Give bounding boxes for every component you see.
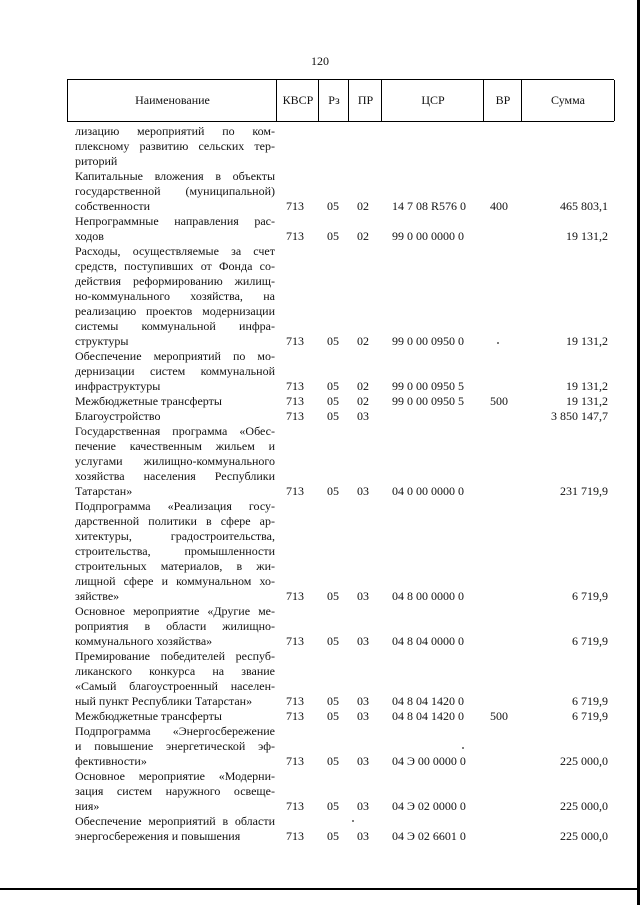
table-header: [67, 79, 614, 122]
row-name-line: хитектуры, градостроительства,: [75, 529, 275, 543]
row-name-line: коммунального хозяйства»: [75, 634, 213, 648]
row-pr: 02: [357, 199, 369, 213]
row-name-line: Подпрограмма «Реализация госу-: [75, 499, 275, 513]
row-name-line: Межбюджетные трансферты: [75, 394, 222, 408]
row-rz: 05: [327, 829, 339, 843]
row-name-line: зяйстве»: [75, 589, 120, 603]
row-pr: 02: [357, 394, 369, 408]
row-rz: 05: [327, 229, 339, 243]
row-csr: 04 8 00 0000 0: [392, 589, 464, 603]
page-number: 120: [311, 54, 329, 68]
row-csr: 04 8 04 1420 0: [392, 694, 464, 708]
row-sum: 225 000,0: [560, 829, 608, 843]
row-csr: 99 0 00 0950 5: [392, 394, 464, 408]
row-name-line: лищной сфере и коммунальном хо-: [75, 574, 275, 588]
table-row: [0, 814, 640, 844]
table-row: [0, 649, 640, 709]
table-row: [0, 499, 640, 604]
row-pr: 02: [357, 229, 369, 243]
row-pr: 03: [357, 484, 369, 498]
row-name: [75, 709, 275, 724]
table-row: [0, 214, 640, 244]
row-name: [75, 649, 275, 709]
row-csr: 99 0 00 0950 5: [392, 379, 464, 393]
row-name-line: печение качественным жильем и: [75, 439, 275, 453]
row-name-line: Государственная программа «Обес-: [75, 424, 275, 438]
row-name: [75, 124, 275, 169]
row-name-line: Обеспечение мероприятий в области: [75, 814, 275, 828]
row-csr: 04 Э 00 0000 0: [392, 754, 466, 768]
row-csr: 04 0 00 0000 0: [392, 484, 464, 498]
table-row: [0, 349, 640, 394]
row-name-line: риторий: [75, 154, 118, 168]
table-row: [0, 169, 640, 214]
row-csr: 99 0 00 0950 0: [392, 334, 464, 348]
row-name-line: и повышение энергетической эф-: [75, 739, 275, 753]
row-rz: 05: [327, 334, 339, 348]
row-kvsr: 713: [286, 229, 304, 243]
row-rz: 05: [327, 709, 339, 723]
row-name-line: инфраструктуры: [75, 379, 161, 393]
row-pr: 03: [357, 799, 369, 813]
row-rz: 05: [327, 409, 339, 423]
row-rz: 05: [327, 484, 339, 498]
row-name: [75, 604, 275, 649]
row-kvsr: 713: [286, 394, 304, 408]
row-rz: 05: [327, 589, 339, 603]
row-name-line: Подпрограмма «Энергосбережение: [75, 724, 275, 738]
row-csr: 04 8 04 0000 0: [392, 634, 464, 648]
row-name-line: Основное мероприятие «Модерни-: [75, 769, 275, 783]
table-row: [0, 724, 640, 769]
row-name: [75, 814, 275, 844]
row-sum: 6 719,9: [572, 589, 608, 603]
row-kvsr: 713: [286, 379, 304, 393]
row-name-line: строительства, промышленности: [75, 544, 275, 558]
header-rz: Рз: [318, 80, 349, 121]
row-sum: 19 131,2: [566, 379, 608, 393]
header-pr: ПР: [348, 80, 382, 121]
row-pr: 02: [357, 334, 369, 348]
row-name: [75, 769, 275, 814]
row-name-line: собственности: [75, 199, 151, 213]
row-sum: 225 000,0: [560, 754, 608, 768]
row-rz: 05: [327, 754, 339, 768]
row-sum: 225 000,0: [560, 799, 608, 813]
row-pr: 02: [357, 379, 369, 393]
row-name-line: Премирование победителей респуб-: [75, 649, 275, 663]
row-name-line: ный пункт Республики Татарстан»: [75, 694, 253, 708]
row-sum: 3 850 147,7: [551, 409, 608, 423]
row-sum: 19 131,2: [566, 394, 608, 408]
header-csr: ЦСР: [381, 80, 484, 121]
row-rz: 05: [327, 394, 339, 408]
row-kvsr: 713: [286, 334, 304, 348]
row-name: [75, 169, 275, 214]
row-csr: 04 Э 02 6601 0: [392, 829, 466, 843]
row-sum: 19 131,2: [566, 334, 608, 348]
row-pr: 03: [357, 754, 369, 768]
row-name-line: фективности»: [75, 754, 147, 768]
table-row: [0, 124, 640, 169]
header-sum: Сумма: [521, 80, 615, 121]
scan-bottom-edge: [0, 888, 640, 890]
row-name-line: Расходы, осуществляемые за счет: [75, 244, 275, 258]
row-kvsr: 713: [286, 829, 304, 843]
row-name-line: хозяйства населения Республики: [75, 469, 275, 483]
row-sum: 6 719,9: [572, 709, 608, 723]
row-rz: 05: [327, 694, 339, 708]
row-sum: 231 719,9: [560, 484, 608, 498]
row-pr: 03: [357, 634, 369, 648]
row-name-line: ходов: [75, 229, 104, 243]
row-name-line: лизацию мероприятий по ком-: [75, 124, 275, 138]
row-name-line: услугами жилищно-коммунального: [75, 454, 275, 468]
row-kvsr: 713: [286, 199, 304, 213]
row-csr: 14 7 08 R576 0: [392, 199, 467, 213]
row-name-line: Основное мероприятие «Другие ме-: [75, 604, 275, 618]
row-name-line: Непрограммные направления рас-: [75, 214, 275, 228]
scan-speck: [497, 342, 499, 344]
row-csr: 04 Э 02 0000 0: [392, 799, 466, 813]
row-name-line: строительных материалов, в жи-: [75, 559, 275, 573]
row-name-line: «Самый благоустроенный населен-: [75, 679, 275, 693]
row-vr: 500: [490, 394, 508, 408]
row-kvsr: 713: [286, 409, 304, 423]
row-rz: 05: [327, 634, 339, 648]
row-vr: 400: [490, 199, 508, 213]
row-name-line: Капитальные вложения в объекты: [75, 169, 275, 183]
row-name-line: дарственной политики в сфере ар-: [75, 514, 275, 528]
table-row: [0, 604, 640, 649]
row-vr: 500: [490, 709, 508, 723]
row-name: [75, 244, 275, 349]
row-rz: 05: [327, 799, 339, 813]
table-row: [0, 409, 640, 424]
row-name: [75, 409, 275, 424]
row-name: [75, 349, 275, 394]
row-sum: 465 803,1: [560, 199, 608, 213]
row-name-line: роприятия в области жилищно-: [75, 619, 275, 633]
row-name: [75, 499, 275, 604]
row-pr: 03: [357, 589, 369, 603]
row-name-line: действия реформированию жилищ-: [75, 274, 275, 288]
row-rz: 05: [327, 199, 339, 213]
scan-speck: [462, 747, 464, 749]
row-name: [75, 214, 275, 244]
row-pr: 03: [357, 409, 369, 423]
table-row: [0, 394, 640, 409]
row-name-line: реализацию проектов модернизации: [75, 304, 275, 318]
row-name-line: зация систем наружного освеще-: [75, 784, 275, 798]
row-name-line: Межбюджетные трансферты: [75, 709, 222, 723]
row-csr: 04 8 04 1420 0: [392, 709, 464, 723]
row-kvsr: 713: [286, 589, 304, 603]
row-kvsr: 713: [286, 694, 304, 708]
row-kvsr: 713: [286, 484, 304, 498]
row-name-line: но-коммунального хозяйства, на: [75, 289, 275, 303]
scan-speck: [352, 820, 354, 822]
row-rz: 05: [327, 379, 339, 393]
row-pr: 03: [357, 709, 369, 723]
row-name-line: дернизации систем коммунальной: [75, 364, 275, 378]
row-name-line: ликанского конкурса на звание: [75, 664, 275, 678]
table-row: [0, 244, 640, 349]
row-name-line: Благоустройство: [75, 409, 161, 423]
row-sum: 6 719,9: [572, 694, 608, 708]
row-pr: 03: [357, 829, 369, 843]
header-vr: ВР: [483, 80, 522, 121]
row-pr: 03: [357, 694, 369, 708]
row-csr: 99 0 00 0000 0: [392, 229, 464, 243]
row-name-line: энергосбережения и повышения: [75, 829, 241, 843]
row-name-line: Обеспечение мероприятий по мо-: [75, 349, 275, 363]
row-name: [75, 394, 275, 409]
row-name-line: Татарстан»: [75, 484, 133, 498]
row-name-line: плексному развитию сельских тер-: [75, 139, 275, 153]
row-name-line: структуры: [75, 334, 129, 348]
header-name: Наименование: [67, 80, 277, 121]
row-name: [75, 424, 275, 499]
row-name-line: государственной (муниципальной): [75, 184, 275, 198]
row-name-line: ния»: [75, 799, 100, 813]
row-sum: 19 131,2: [566, 229, 608, 243]
table-row: [0, 424, 640, 499]
table-row: [0, 709, 640, 724]
row-name-line: средств, поступивших от Фонда со-: [75, 259, 275, 273]
table-row: [0, 769, 640, 814]
row-kvsr: 713: [286, 754, 304, 768]
header-kvsr: КВСР: [276, 80, 319, 121]
row-sum: 6 719,9: [572, 634, 608, 648]
row-name-line: системы коммунальной инфра-: [75, 319, 275, 333]
row-kvsr: 713: [286, 799, 304, 813]
row-kvsr: 713: [286, 709, 304, 723]
row-kvsr: 713: [286, 634, 304, 648]
row-name: [75, 724, 275, 769]
